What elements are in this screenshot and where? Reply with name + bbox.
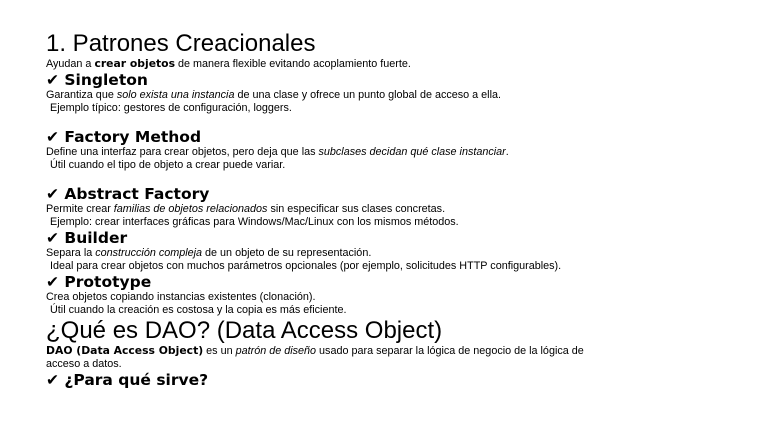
singleton-desc-em: solo exista una instancia bbox=[116, 89, 235, 101]
factory-description bbox=[46, 146, 776, 159]
dao-em: patrón de diseño bbox=[235, 345, 317, 357]
heading-prototype: ✔ Prototype bbox=[46, 273, 152, 291]
intro-text-pre: Ayudan a bbox=[46, 58, 95, 70]
factory-desc-post: . bbox=[505, 146, 509, 158]
abstract-description bbox=[46, 203, 776, 216]
abstract-desc-pre: Permite crear bbox=[46, 203, 114, 215]
intro-text-bold: crear objetos bbox=[94, 57, 176, 70]
abstract-desc-post: sin especificar sus clases concretas. bbox=[267, 203, 446, 215]
singleton-desc-post: de una clase y ofrece un punto global de acceso a ella. bbox=[234, 89, 501, 101]
builder-description bbox=[46, 247, 776, 260]
document-page bbox=[46, 30, 776, 389]
factory-desc-pre: Define una interfaz para crear objetos, pero deja que las bbox=[46, 146, 319, 158]
singleton-example: Ejemplo típico: gestores de configuración, loggers. bbox=[50, 102, 292, 114]
abstract-desc-em: familias de objetos relacionados bbox=[113, 203, 268, 215]
section-title-creational: 1. Patrones Creacionales bbox=[46, 30, 316, 57]
builder-desc-post: de un objeto de su representación. bbox=[202, 247, 372, 259]
section-title-dao: ¿Qué es DAO? (Data Access Object) bbox=[46, 317, 443, 344]
singleton-desc-pre: Garantiza que bbox=[46, 89, 117, 101]
abstract-example: Ejemplo: crear interfaces gráficas para Windows/Mac/Linux con los mismos métodos. bbox=[50, 216, 459, 228]
builder-note: Ideal para crear objetos con muchos parámetros opcionales (por ejemplo, solicitudes HTTP configurables). bbox=[50, 260, 562, 272]
heading-para-que-sirve: ✔ ¿Para qué sirve? bbox=[46, 371, 209, 389]
heading-factory-method: ✔ Factory Method bbox=[46, 128, 202, 146]
prototype-description: Crea objetos copiando instancias existentes (clonación). bbox=[46, 291, 316, 303]
intro-paragraph bbox=[46, 57, 776, 71]
heading-singleton: ✔ Singleton bbox=[46, 71, 148, 89]
dao-paragraph-line2: acceso a datos. bbox=[46, 358, 122, 370]
factory-note: Útil cuando el tipo de objeto a crear puede variar. bbox=[50, 159, 286, 171]
dao-pre: es un bbox=[203, 345, 236, 357]
builder-desc-em: construcción compleja bbox=[95, 247, 203, 259]
factory-desc-em: subclases decidan qué clase instanciar bbox=[318, 146, 506, 158]
builder-desc-pre: Separa la bbox=[46, 247, 96, 259]
heading-builder: ✔ Builder bbox=[46, 229, 128, 247]
prototype-note: Útil cuando la creación es costosa y la copia es más eficiente. bbox=[50, 304, 347, 316]
dao-bold: DAO (Data Access Object) bbox=[46, 344, 204, 357]
singleton-description bbox=[46, 89, 776, 102]
intro-text-post: de manera flexible evitando acoplamiento fuerte. bbox=[175, 58, 411, 70]
dao-post: usado para separar la lógica de negocio de la lógica de bbox=[316, 345, 584, 357]
dao-paragraph bbox=[46, 344, 776, 358]
heading-abstract-factory: ✔ Abstract Factory bbox=[46, 185, 210, 203]
